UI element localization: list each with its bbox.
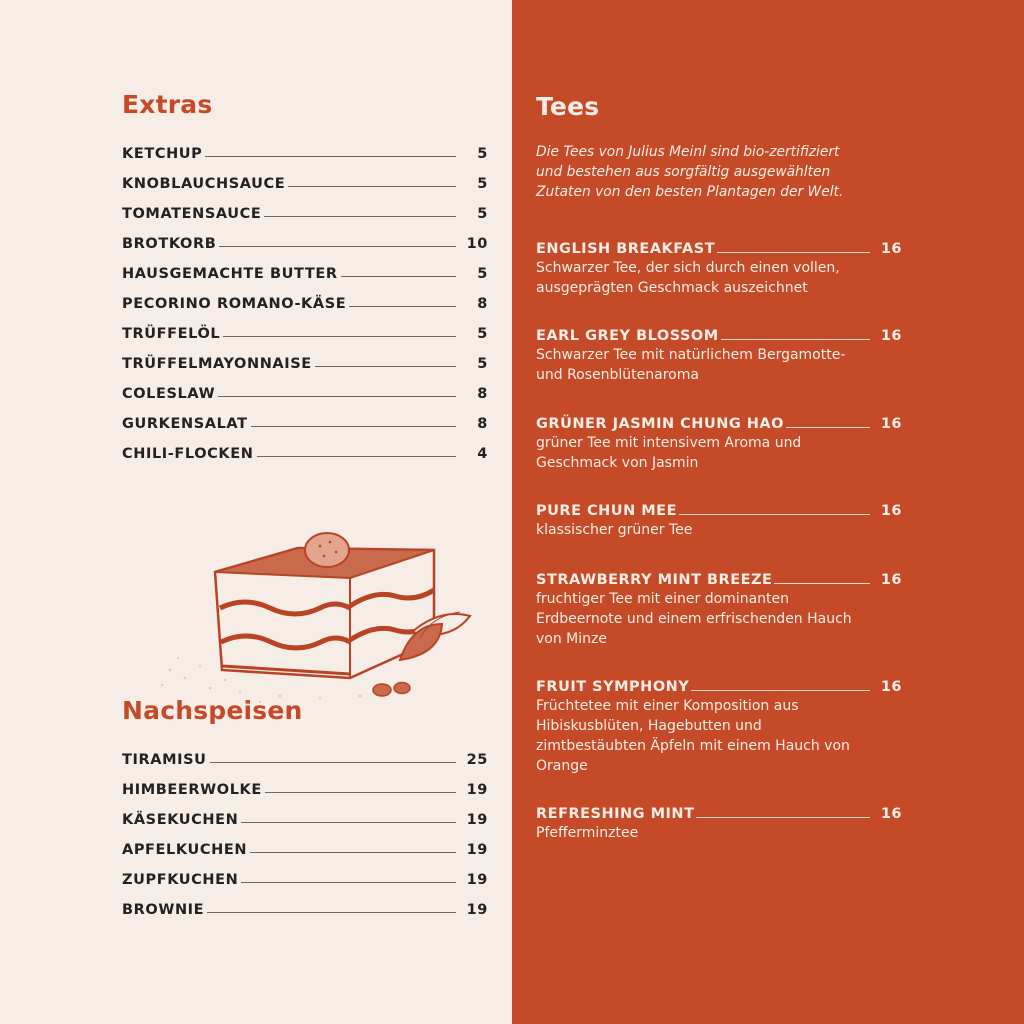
dot-leader <box>218 396 456 397</box>
tea-price: 16 <box>880 572 902 588</box>
tea-price: 16 <box>880 241 902 257</box>
item-price: 5 <box>477 146 488 162</box>
dessert-item <box>122 888 488 918</box>
item-name: CHILI-FLOCKEN <box>122 446 254 462</box>
item-name: ZUPFKUCHEN <box>122 872 239 888</box>
tea-price: 16 <box>880 679 902 695</box>
tea-description: klassischer grüner Tee <box>536 522 693 538</box>
item-name: APFELKUCHEN <box>122 842 248 858</box>
item-name: BROWNIE <box>122 902 205 918</box>
item-price: 5 <box>477 326 488 342</box>
tea-name: PURE CHUN MEE <box>536 503 677 519</box>
item-name: KETCHUP <box>122 146 203 162</box>
extras-item <box>122 192 488 222</box>
dot-leader <box>786 427 870 428</box>
tea-name: EARL GREY BLOSSOM <box>536 328 719 344</box>
extras-item <box>122 222 488 252</box>
teas-heading: Tees <box>536 92 600 121</box>
dessert-item <box>122 738 488 768</box>
item-price: 25 <box>466 752 488 768</box>
item-name: COLESLAW <box>122 386 216 402</box>
item-price: 5 <box>477 356 488 372</box>
tea-name: STRAWBERRY MINT BREEZE <box>536 572 773 588</box>
extras-item <box>122 252 488 282</box>
item-name: HIMBEERWOLKE <box>122 782 262 798</box>
extras-item <box>122 312 488 342</box>
tea-description: Pfefferminztee <box>536 825 639 841</box>
tea-price: 16 <box>880 503 902 519</box>
extras-item <box>122 432 488 462</box>
dot-leader <box>288 186 456 187</box>
item-price: 19 <box>466 782 488 798</box>
extras-item <box>122 132 488 162</box>
dot-leader <box>250 852 456 853</box>
tea-name: GRÜNER JASMIN CHUNG HAO <box>536 416 784 432</box>
tea-description: grüner Tee mit intensivem Aroma und Geschmack von Jasmin <box>536 435 802 471</box>
item-price: 19 <box>466 872 488 888</box>
dot-leader <box>691 690 870 691</box>
tea-item <box>536 324 902 385</box>
tea-name: FRUIT SYMPHONY <box>536 679 690 695</box>
dessert-item <box>122 768 488 798</box>
tea-item <box>536 675 902 776</box>
extras-heading: Extras <box>122 90 213 119</box>
item-name: TRÜFFELMAYONNAISE <box>122 356 312 372</box>
tea-description: Früchtetee mit einer Komposition aus Hibiskusblüten, Hagebutten und zimtbestäubten Äpfeln mit einem Hauch von Orange <box>536 698 850 774</box>
dot-leader <box>241 822 456 823</box>
dot-leader <box>241 882 456 883</box>
item-price: 5 <box>477 176 488 192</box>
tea-description: fruchtiger Tee mit einer dominanten Erdbeernote und einem erfrischenden Hauch von Minze <box>536 591 852 647</box>
item-price: 5 <box>477 206 488 222</box>
tea-item <box>536 568 902 649</box>
item-price: 8 <box>477 386 488 402</box>
extras-item <box>122 372 488 402</box>
dessert-item <box>122 858 488 888</box>
desserts-list <box>122 738 488 918</box>
extras-item <box>122 282 488 312</box>
dot-leader <box>696 817 870 818</box>
item-name: BROTKORB <box>122 236 217 252</box>
tea-price: 16 <box>880 328 902 344</box>
item-price: 4 <box>477 446 488 462</box>
dessert-item <box>122 798 488 828</box>
dot-leader <box>679 514 870 515</box>
dot-leader <box>205 156 456 157</box>
tea-price: 16 <box>880 806 902 822</box>
item-price: 10 <box>466 236 488 252</box>
item-price: 8 <box>477 296 488 312</box>
dot-leader <box>721 339 870 340</box>
strawberry-icon <box>305 533 349 567</box>
dot-leader <box>315 366 456 367</box>
dot-leader <box>207 912 456 913</box>
dot-leader <box>219 246 456 247</box>
dot-leader <box>265 792 456 793</box>
tea-item <box>536 499 902 540</box>
tea-name: REFRESHING MINT <box>536 806 695 822</box>
extras-item <box>122 162 488 192</box>
dot-leader <box>257 456 457 457</box>
item-price: 19 <box>466 812 488 828</box>
dot-leader <box>341 276 456 277</box>
item-price: 5 <box>477 266 488 282</box>
item-name: PECORINO ROMANO-KÄSE <box>122 296 347 312</box>
item-price: 8 <box>477 416 488 432</box>
coffee-bean-icon <box>373 684 391 696</box>
desserts-heading: Nachspeisen <box>122 696 303 725</box>
item-name: TOMATENSAUCE <box>122 206 262 222</box>
item-price: 19 <box>466 902 488 918</box>
item-name: KÄSEKUCHEN <box>122 812 239 828</box>
item-name: GURKENSALAT <box>122 416 248 432</box>
tea-description: Schwarzer Tee mit natürlichem Bergamotte- und Rosenblütenaroma <box>536 347 846 383</box>
item-name: KNOBLAUCHSAUCE <box>122 176 286 192</box>
dot-leader <box>717 252 870 253</box>
tea-item <box>536 802 902 843</box>
tea-name: ENGLISH BREAKFAST <box>536 241 716 257</box>
dessert-item <box>122 828 488 858</box>
item-name: HAUSGEMACHTE BUTTER <box>122 266 338 282</box>
tea-item <box>536 237 902 298</box>
extras-list <box>122 132 488 462</box>
tiramisu-illustration <box>150 520 500 710</box>
dot-leader <box>223 336 456 337</box>
extras-item <box>122 402 488 432</box>
tea-price: 16 <box>880 416 902 432</box>
teas-intro: Die Tees von Julius Meinl sind bio-zertifiziert und bestehen aus sorgfältig ausgewählten Zutaten von den besten Plantagen der Welt. <box>536 144 844 200</box>
dot-leader <box>210 762 456 763</box>
extras-item <box>122 342 488 372</box>
dot-leader <box>264 216 456 217</box>
dot-leader <box>349 306 456 307</box>
tea-item <box>536 412 902 473</box>
tea-description: Schwarzer Tee, der sich durch einen vollen, ausgeprägten Geschmack auszeichnet <box>536 260 840 296</box>
dot-leader <box>251 426 456 427</box>
item-name: TRÜFFELÖL <box>122 326 221 342</box>
item-price: 19 <box>466 842 488 858</box>
item-name: TIRAMISU <box>122 752 207 768</box>
dot-leader <box>774 583 870 584</box>
